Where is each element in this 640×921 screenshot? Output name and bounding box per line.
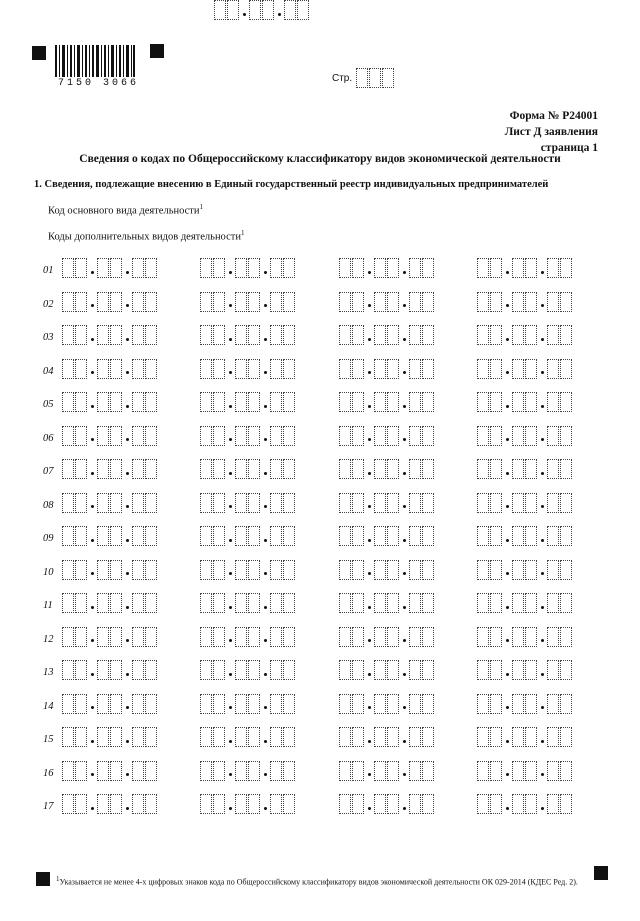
activity-code-field[interactable] [62,694,158,714]
activity-code-field[interactable] [62,761,158,781]
activity-code-field[interactable] [339,359,435,379]
activity-code-field[interactable] [200,560,296,580]
activity-code-field[interactable] [62,627,158,647]
row-number: 09 [43,533,54,544]
activity-code-field[interactable] [339,392,435,412]
barcode-number: 7150 3066 [58,78,140,89]
footnote: $^1$Указывается не менее 4-х цифровых знаков кода по Общероссийскому классификатору видов экономической деятельности ОК 029-2014 (КДЕС Ред. 2). [56,875,578,887]
activity-code-field[interactable] [339,258,435,278]
activity-code-field[interactable] [200,493,296,513]
row-number: 15 [43,734,54,745]
code-row [0,727,640,755]
activity-code-field[interactable] [62,660,158,680]
activity-code-field[interactable] [200,660,296,680]
main-activity-label: Код основного вида деятельности$^1$ [48,203,203,217]
activity-code-field[interactable] [62,292,158,312]
code-row [0,694,640,722]
activity-code-field[interactable] [339,593,435,613]
row-number: 02 [43,298,54,310]
row-number: 08 [43,499,54,511]
code-row [0,392,640,420]
page-number-field[interactable] [356,68,395,88]
alignment-marker-top-left [32,46,46,60]
row-number: 10 [43,566,54,578]
row-number: 06 [43,432,54,444]
row-number: 12 [43,633,54,645]
activity-code-field[interactable] [62,258,158,278]
activity-code-field[interactable] [339,493,435,513]
activity-code-field[interactable] [62,325,158,345]
code-row [0,459,640,487]
activity-code-field[interactable] [477,526,573,546]
activity-code-field[interactable] [62,392,158,412]
activity-code-field[interactable] [62,359,158,379]
code-row [0,593,640,621]
row-number: 07 [43,466,54,477]
form-info [505,108,598,156]
additional-activities-label: Коды дополнительных видов деятельности$^1$ [48,229,245,243]
activity-code-field[interactable] [200,426,296,446]
activity-code-field[interactable] [200,593,296,613]
activity-code-field[interactable] [339,560,435,580]
code-row [0,325,640,353]
form-page: страница 1 [540,142,598,154]
activity-code-field[interactable] [477,359,573,379]
row-number: 01 [43,265,54,276]
barcode-image [55,45,135,77]
activity-code-field[interactable] [477,627,573,647]
code-row [0,426,640,454]
row-number: 04 [43,365,54,377]
row-number: 05 [43,399,54,410]
activity-code-field[interactable] [200,258,296,278]
alignment-marker-top-right [150,44,164,58]
activity-code-field[interactable] [200,627,296,647]
alignment-marker-bottom-right [594,866,608,880]
activity-code-field[interactable] [62,727,158,747]
activity-code-field[interactable] [339,627,435,647]
code-row [0,359,640,387]
activity-code-field[interactable] [200,727,296,747]
activity-code-field[interactable] [477,493,573,513]
row-number: 13 [43,667,54,678]
page-title: Сведения о кодах по Общероссийскому классификатору видов экономической деятельности [79,153,561,165]
activity-code-field[interactable] [62,493,158,513]
activity-code-field[interactable] [339,426,435,446]
activity-code-field[interactable] [200,761,296,781]
activity-code-field[interactable] [339,459,435,479]
activity-code-field[interactable] [200,694,296,714]
activity-code-field[interactable] [339,325,435,345]
code-row [0,292,640,320]
activity-code-field[interactable] [339,727,435,747]
activity-code-field[interactable] [200,459,296,479]
row-number: 03 [43,332,54,343]
activity-code-field[interactable] [477,727,573,747]
activity-code-field[interactable] [339,660,435,680]
row-number: 14 [43,700,54,712]
form-number: Форма № Р24001 [509,110,598,122]
activity-code-field[interactable] [477,325,573,345]
activity-code-field[interactable] [200,794,296,814]
page-number-label: Стр. [332,73,353,84]
activity-code-field[interactable] [477,794,573,814]
code-row [0,560,640,588]
activity-code-field[interactable] [200,526,296,546]
code-row [0,493,640,521]
activity-code-field[interactable] [62,593,158,613]
row-number: 11 [43,600,53,611]
activity-code-field[interactable] [339,292,435,312]
code-row [0,794,640,822]
activity-code-field[interactable] [62,526,158,546]
code-row [0,258,640,286]
activity-code-field[interactable] [477,459,573,479]
row-number: 16 [43,767,54,779]
activity-code-field[interactable] [339,761,435,781]
activity-code-field[interactable] [477,761,573,781]
activity-code-field[interactable] [339,526,435,546]
activity-code-field[interactable] [477,660,573,680]
activity-code-field[interactable] [62,794,158,814]
code-row [0,761,640,789]
activity-code-field[interactable] [200,292,296,312]
code-row [0,660,640,688]
activity-code-field[interactable] [477,258,573,278]
alignment-marker-bottom-left [36,872,50,886]
activity-code-field[interactable] [477,392,573,412]
activity-code-field[interactable] [477,292,573,312]
row-number: 17 [43,801,54,812]
activity-code-field[interactable] [62,459,158,479]
activity-code-field[interactable] [62,426,158,446]
form-sheet: Лист Д заявления [504,126,598,138]
activity-code-field[interactable] [339,794,435,814]
activity-code-field[interactable] [477,560,573,580]
activity-code-field[interactable] [200,359,296,379]
activity-code-field[interactable] [200,392,296,412]
activity-code-field[interactable] [477,593,573,613]
code-row [0,627,640,655]
activity-code-field[interactable] [200,325,296,345]
code-row [0,526,640,554]
activity-code-field[interactable] [477,694,573,714]
activity-code-field[interactable] [339,694,435,714]
activity-code-field[interactable] [62,560,158,580]
activity-code-field[interactable] [477,426,573,446]
main-activity-code-field[interactable] [214,0,310,20]
section-heading: 1. Сведения, подлежащие внесению в Единый государственный реестр индивидуальных предпринимателей [34,179,549,190]
